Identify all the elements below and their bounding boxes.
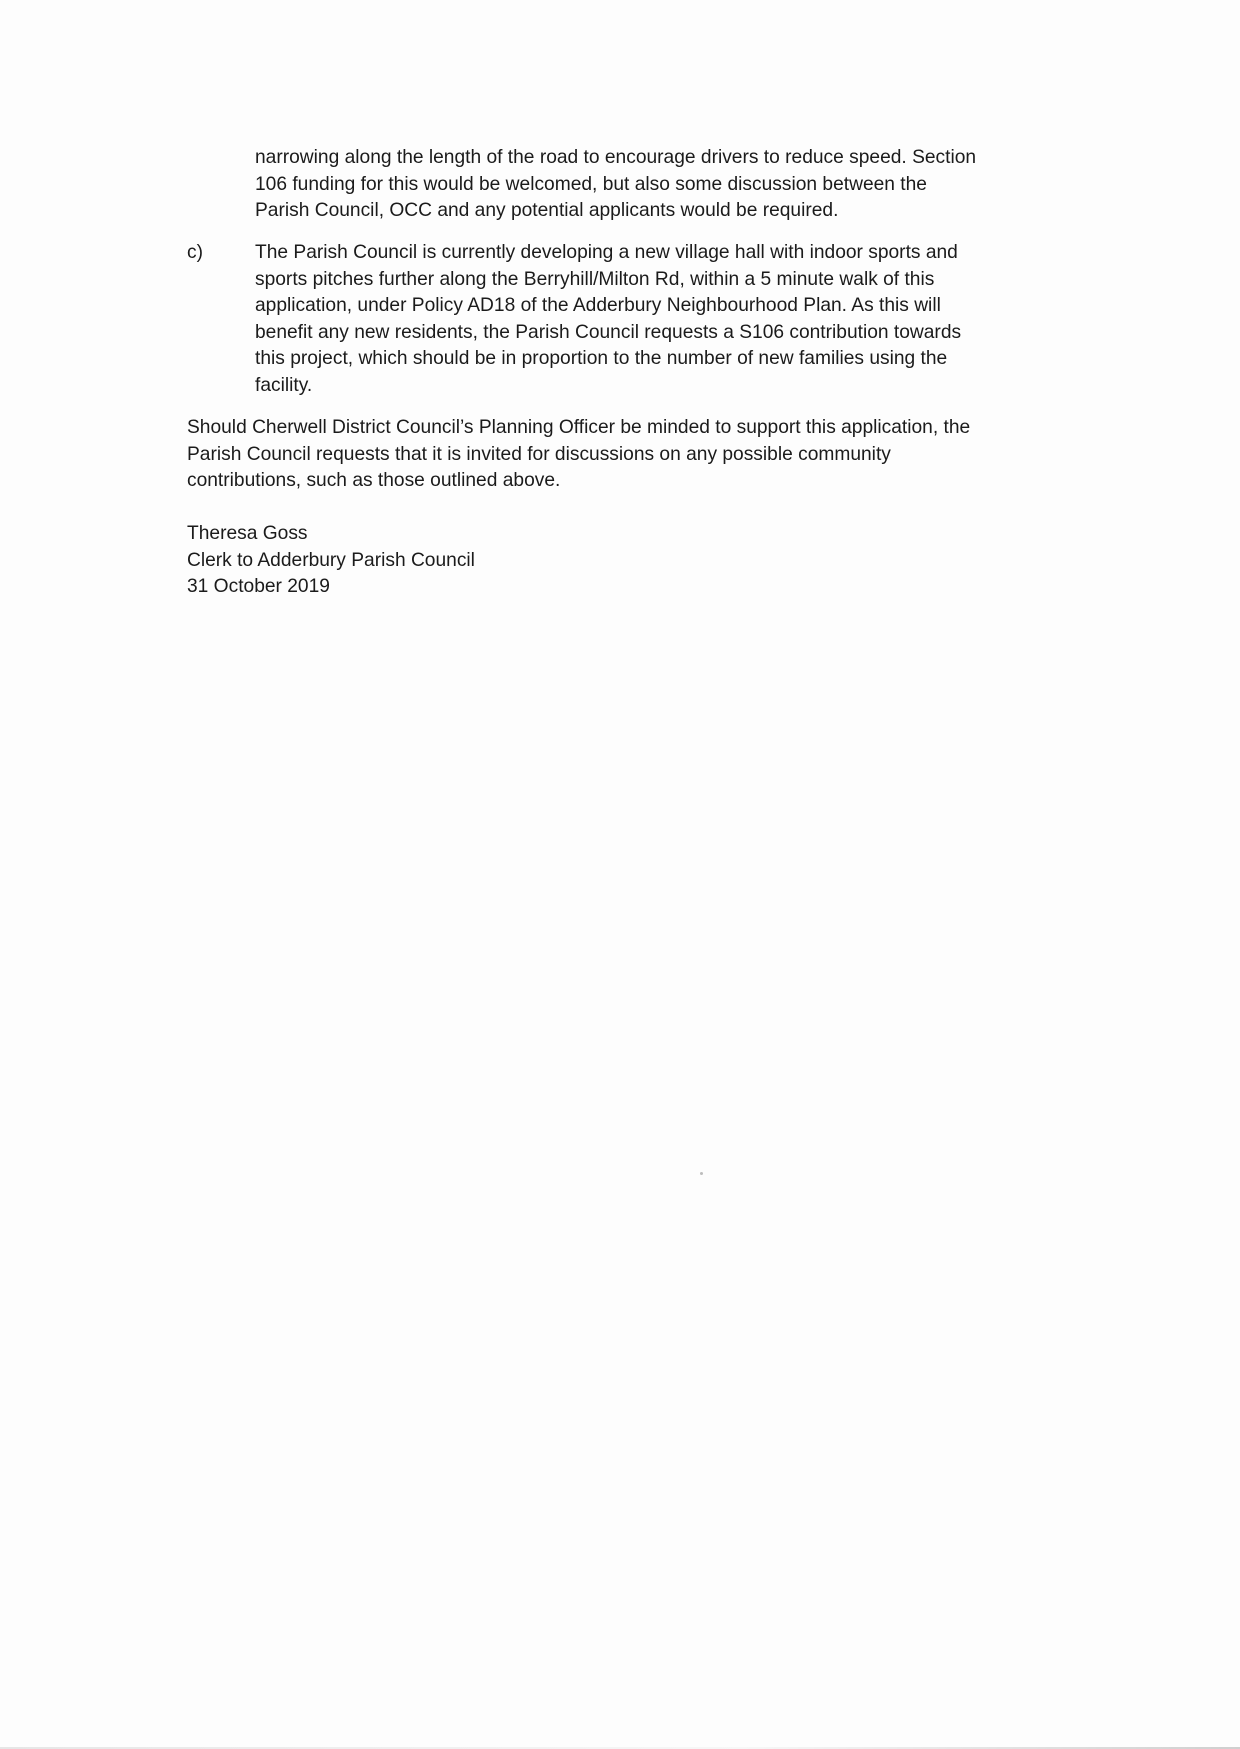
signatory-role: Clerk to Adderbury Parish Council	[187, 549, 475, 571]
paragraph-line: Parish Council requests that it is invited for discussions on any possible community	[187, 443, 891, 465]
paragraph-line: benefit any new residents, the Parish Council requests a S106 contribution towards	[255, 321, 962, 343]
signatory-name: Theresa Goss	[187, 523, 308, 544]
paragraph-line: 106 funding for this would be welcomed, but also some discussion between the	[255, 173, 927, 195]
paragraph-line: The Parish Council is currently developing a new village hall with indoor sports and	[255, 242, 958, 263]
list-item-marker: c)	[187, 242, 203, 263]
signature-block	[187, 521, 687, 601]
letter-date: 31 October 2019	[187, 576, 330, 597]
paragraph-line: contributions, such as those outlined above.	[187, 470, 561, 491]
paragraph-line: this project, which should be in proportion to the number of new families using the	[255, 348, 948, 369]
continuation-paragraph	[255, 145, 1075, 225]
paragraph-line: Should Cherwell District Council’s Planning Officer be minded to support this application, the	[187, 417, 971, 438]
paragraph-line: sports pitches further along the Berryhill/Milton Rd, within a 5 minute walk of this	[255, 268, 935, 290]
paragraph-line: facility.	[255, 374, 313, 396]
paragraph-line: Parish Council, OCC and any potential applicants would be required.	[255, 200, 839, 221]
closing-paragraph	[187, 415, 1087, 495]
list-item-text	[255, 240, 961, 399]
scan-speck	[700, 1172, 703, 1175]
paragraph-line: narrowing along the length of the road to encourage drivers to reduce speed. Section	[255, 147, 977, 168]
paragraph-line: application, under Policy AD18 of the Adderbury Neighbourhood Plan. As this will	[255, 295, 941, 316]
